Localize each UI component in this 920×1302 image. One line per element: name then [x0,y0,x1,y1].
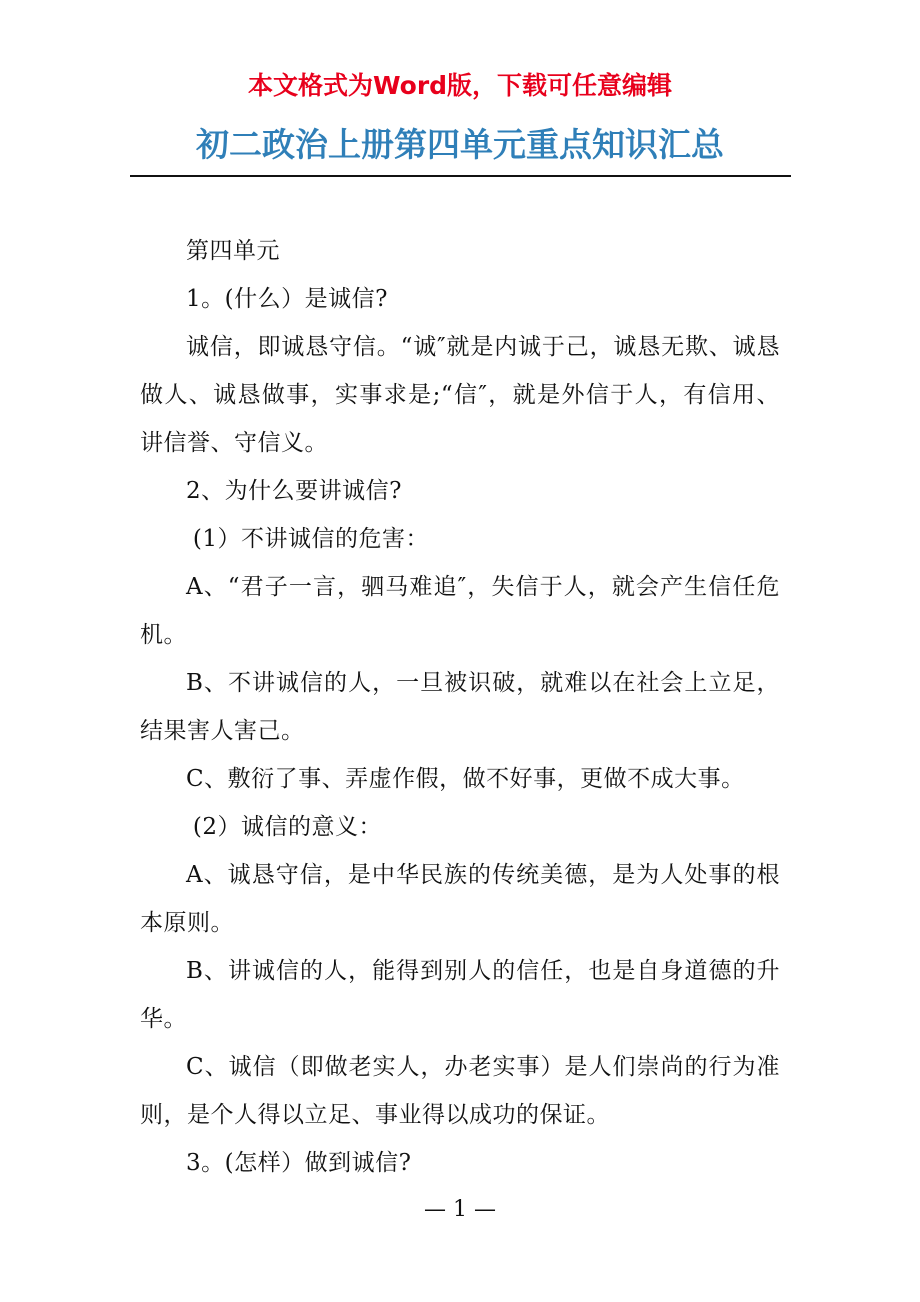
document-title: 初二政治上册第四单元重点知识汇总 [196,125,724,164]
list-item: B、不讲诚信的人，一旦被识破，就难以在社会上立足，结果害人害己。 [140,670,780,744]
page-number: — 1 — [424,1197,496,1222]
list-item: B、讲诚信的人，能得到别人的信任，也是自身道德的升华。 [140,958,780,1032]
list-item: A、“君子一言，驷马难追″，失信于人，就会产生信任危机。 [140,574,780,648]
question-heading: 3。(怎样）做到诚信? [186,1150,412,1176]
list-item: C、敷衍了事、弄虚作假，做不好事，更做不成大事。 [186,766,745,792]
question-heading: 2、为什么要讲诚信? [186,478,402,504]
format-notice-banner: 本文格式为Word版，下载可任意编辑 [247,71,673,100]
document-body [140,227,780,1187]
question-heading: 1。(什么）是诚信? [186,286,388,312]
sub-heading: (1）不讲诚信的危害： [192,526,429,552]
section-heading: 第四单元 [186,238,280,264]
list-item: A、诚恳守信，是中华民族的传统美德，是为人处事的根本原则。 [140,862,780,936]
list-item: C、诚信（即做老实人，办老实事）是人们崇尚的行为准则，是个人得以立足、事业得以成功的保证。 [140,1054,780,1128]
title-divider [130,175,791,177]
sub-heading: (2）诚信的意义： [192,814,382,840]
body-paragraph: 诚信，即诚恳守信。“诚″就是内诚于己，诚恳无欺、诚恳做人、诚恳做事，实事求是;“信″，就是外信于人，有信用、讲信誉、守信义。 [140,334,780,456]
